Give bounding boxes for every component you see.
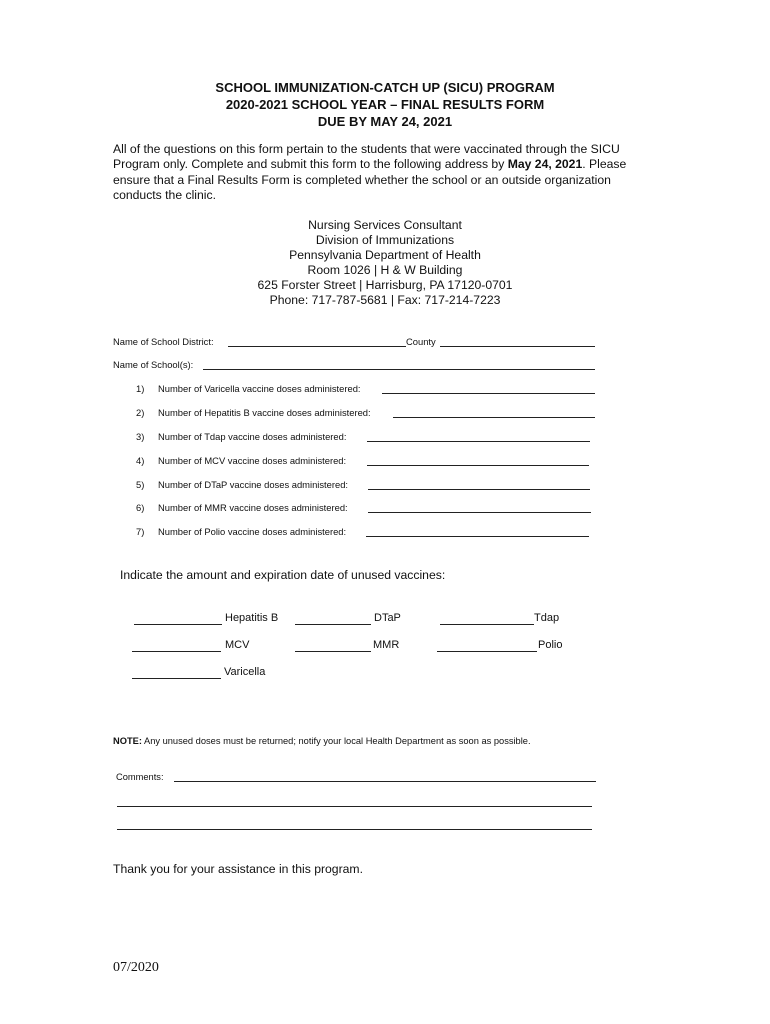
form-title-line1: SCHOOL IMMUNIZATION-CATCH UP (SICU) PROGRAM xyxy=(215,80,555,95)
question-number: 6) xyxy=(136,502,145,513)
question-text: Number of MCV vaccine doses administered: xyxy=(158,455,347,466)
address-line-5: 625 Forster Street | Harrisburg, PA 17120-0701 xyxy=(257,278,513,292)
tdap-doses-field[interactable] xyxy=(367,441,590,442)
school-field[interactable] xyxy=(203,369,595,370)
note-label: NOTE: xyxy=(113,736,142,746)
varicella-doses-field[interactable] xyxy=(382,393,595,394)
tdap-unused-field[interactable] xyxy=(440,624,534,625)
form-title-line2: 2020-2021 SCHOOL YEAR – FINAL RESULTS FORM xyxy=(225,97,545,112)
comments-line-3[interactable] xyxy=(117,829,592,830)
question-text: Number of Polio vaccine doses administered: xyxy=(158,526,347,537)
vaccine-label: MMR xyxy=(373,639,400,651)
dtap-doses-field[interactable] xyxy=(368,489,590,490)
comments-line-2[interactable] xyxy=(117,806,592,807)
question-number: 5) xyxy=(136,479,145,490)
address-line-1: Nursing Services Consultant xyxy=(308,218,462,232)
address-line-4: Room 1026 | H & W Building xyxy=(307,263,463,277)
polio-unused-field[interactable] xyxy=(437,651,537,652)
unused-vaccines-heading: Indicate the amount and expiration date of unused vaccines: xyxy=(120,568,446,582)
intro-text-1: All of the questions on this form pertain to the students that were vaccinated through the SICU Program only. Complete and submit this form to the following address by xyxy=(113,142,620,172)
vaccine-label: MCV xyxy=(225,639,250,651)
note-text xyxy=(113,736,531,746)
vaccine-label: DTaP xyxy=(374,612,401,624)
district-field[interactable] xyxy=(228,346,406,347)
mcv-doses-field[interactable] xyxy=(367,465,589,466)
revision-date: 07/2020 xyxy=(113,960,159,975)
address-line-3: Pennsylvania Department of Health xyxy=(289,248,481,262)
dtap-unused-field[interactable] xyxy=(295,624,371,625)
question-text: Number of Hepatitis B vaccine doses administered: xyxy=(158,407,371,418)
mmr-doses-field[interactable] xyxy=(368,512,591,513)
mcv-unused-field[interactable] xyxy=(132,651,221,652)
question-number: 4) xyxy=(136,455,145,466)
comments-label: Comments: xyxy=(116,772,164,782)
question-number: 7) xyxy=(136,526,145,537)
intro-text-2: . Please ensure that a Final Results Form is completed whether the school or an outside organization conducts the clinic. xyxy=(113,157,627,202)
county-label: County xyxy=(406,336,436,347)
hepatitis-b-doses-field[interactable] xyxy=(393,417,595,418)
question-number: 3) xyxy=(136,431,145,442)
question-number: 2) xyxy=(136,407,145,418)
intro-paragraph xyxy=(113,142,658,203)
comments-line-1[interactable] xyxy=(174,781,596,782)
mmr-unused-field[interactable] xyxy=(295,651,371,652)
vaccine-label: Varicella xyxy=(224,666,266,678)
vaccine-label: Hepatitis B xyxy=(225,612,279,624)
question-text: Number of MMR vaccine doses administered: xyxy=(158,502,348,513)
note-body: Any unused doses must be returned; notify your local Health Department as soon as possible. xyxy=(141,736,531,746)
address-line-6: Phone: 717-787-5681 | Fax: 717-214-7223 xyxy=(269,293,501,307)
vaccine-label: Polio xyxy=(538,639,563,651)
vaccine-label: Tdap xyxy=(534,612,560,624)
school-label: Name of School(s): xyxy=(113,359,194,370)
district-label: Name of School District: xyxy=(113,336,214,347)
question-text: Number of Tdap vaccine doses administered: xyxy=(158,431,347,442)
thank-you-text: Thank you for your assistance in this program. xyxy=(113,862,363,876)
county-field[interactable] xyxy=(440,346,595,347)
address-line-2: Division of Immunizations xyxy=(315,233,455,247)
polio-doses-field[interactable] xyxy=(366,536,589,537)
form-title-line3: DUE BY MAY 24, 2021 xyxy=(317,114,453,129)
question-number: 1) xyxy=(136,383,145,394)
question-text: Number of Varicella vaccine doses administered: xyxy=(158,383,361,394)
intro-due-date: May 24, 2021 xyxy=(507,157,583,172)
varicella-unused-field[interactable] xyxy=(132,678,221,679)
question-text: Number of DTaP vaccine doses administered: xyxy=(158,479,349,490)
hepatitis-b-unused-field[interactable] xyxy=(134,624,222,625)
